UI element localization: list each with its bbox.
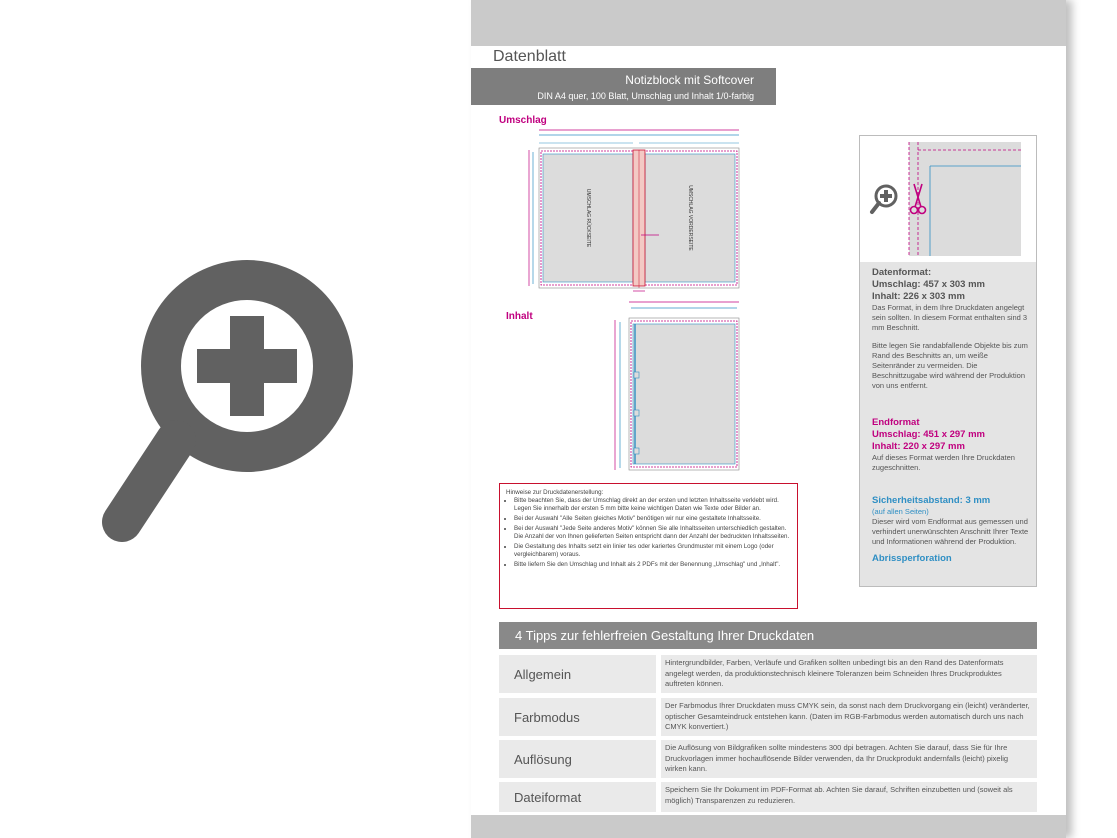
hints-box <box>499 483 798 609</box>
hint-item: • Bitte liefern Sie den Umschlag und Inhalt als 2 PDFs mit der Benennung „Umschlag" und „Inhalt". <box>514 561 791 569</box>
datenformat-text2: Bitte legen Sie randabfallende Objekte bis zum Rand des Beschnitts an, um weiße Seitenränder zu vermeiden. Die Beschnittzugabe wird während der Produktion von uns entfernt. <box>872 341 1028 390</box>
inner-page-diagram <box>605 298 745 476</box>
tip-label: Farbmodus <box>499 698 656 736</box>
tip-row-farbmodus <box>499 698 1037 736</box>
endformat-block <box>872 417 1032 473</box>
cover-front-text: UMSCHLAG VORDERSEITE <box>687 185 693 251</box>
hint-item: • Bei der Auswahl "Jede Seite anderes Motiv" können Sie alle Inhaltsseiten unterschiedlich gestalten. Die Anzahl der von Ihnen gelieferten Seiten entspricht dann der Anzahl der bedruckten Inhaltsseiten. <box>514 525 791 541</box>
tip-row-allgemein <box>499 655 1037 693</box>
tip-text: Die Auflösung von Bildgrafiken sollte mindestens 300 dpi betragen. Achten Sie darauf, dass Sie für Ihre Druckvorlagen immer hochauflösende Bilder verwenden, da Ihr Druckprodukt andernfalls (leicht) pixelig wirken kann. <box>661 740 1037 778</box>
product-name: Notizblock mit Softcover <box>625 73 754 87</box>
sheet-top-band <box>471 0 1066 46</box>
inhalt-label: Inhalt <box>506 311 533 322</box>
tips-heading: 4 Tipps zur fehlerfreien Gestaltung Ihrer Druckdaten <box>499 622 1037 649</box>
trim-detail-image <box>860 136 1036 262</box>
datenformat-text1: Das Format, in dem Ihre Druckdaten angelegt sein sollten. In diesem Format enthalten sind 3 mm Beschnitt. <box>872 303 1028 332</box>
tip-label: Dateiformat <box>499 782 656 812</box>
sicherheit-text: Dieser wird vom Endformat aus gemessen und verhindert unerwünschten Anschnitt Ihrer Texte und Informationen während der Produktion. <box>872 517 1029 546</box>
zoom-in-icon-small[interactable] <box>872 186 896 212</box>
umschlag-label: Umschlag <box>499 115 547 126</box>
hint-item: • Die Gestaltung des Inhalts setzt ein linier tes oder kariertes Grundmuster mit einem Logo (oder vergleichbarem) voraus. <box>514 543 791 559</box>
abriss-label: Abrissperforation <box>872 553 952 564</box>
cover-back-text: UMSCHLAG RÜCKSEITE <box>585 188 591 248</box>
tip-text: Hintergrundbilder, Farben, Verläufe und Grafiken sollten unbedingt bis an den Rand des Datenformats angelegt werden, da produktionstechnisch kleinere Toleranzen beim Schneiden Ihres Druckproduktes auftreten können. <box>661 655 1037 693</box>
cover-diagram <box>521 128 746 298</box>
sicherheit-title: Sicherheitsabstand: 3 mm <box>872 495 991 506</box>
datenformat-title: Datenformat: <box>872 267 932 278</box>
tip-row-aufloesung <box>499 740 1037 778</box>
tip-label: Auflösung <box>499 740 656 778</box>
hint-item: • Bitte beachten Sie, dass der Umschlag direkt an der ersten und letzten Inhaltsseite verklebt wird. Legen Sie innerhalb der ersten 5 mm bitte keine wichtigen Daten wie Texte oder Bilder an. <box>514 497 791 513</box>
hints-title: Hinweise zur Druckdatenerstellung: <box>506 489 604 496</box>
endformat-umschlag: Umschlag: 451 x 297 mm <box>872 429 986 440</box>
datenformat-block <box>872 267 1032 391</box>
sicherheit-block <box>872 495 1032 565</box>
datenformat-umschlag: Umschlag: 457 x 303 mm <box>872 279 986 290</box>
tip-text: Speichern Sie Ihr Dokument im PDF-Format ab. Achten Sie darauf, Schriften einzubetten und (soweit als möglich) Transparenzen zu reduzieren. <box>661 782 1037 812</box>
sicherheit-sub: (auf allen Seiten) <box>872 507 929 516</box>
datasheet-title: Datenblatt <box>471 46 591 68</box>
product-spec: DIN A4 quer, 100 Blatt, Umschlag und Inhalt 1/0-farbig <box>537 91 754 101</box>
tip-text: Der Farbmodus Ihrer Druckdaten muss CMYK sein, da sonst nach dem Druckvorgang ein (leicht) veränderter, optischer Gesamteindruck entstehen kann. (Daten im RGB-Farbmodus werden automatisch durch uns nach CMYK konvertiert.) <box>661 698 1037 736</box>
hints-list <box>506 497 791 569</box>
tip-label: Allgemein <box>499 655 656 693</box>
endformat-text: Auf dieses Format werden Ihre Druckdaten zugeschnitten. <box>872 453 1015 472</box>
tip-row-dateiformat <box>499 782 1037 812</box>
zoom-in-icon[interactable] <box>100 258 356 548</box>
endformat-title: Endformat <box>872 417 920 428</box>
hint-item: • Bei der Auswahl "Alle Seiten gleiches Motiv" benötigen wir nur eine gestaltete Inhaltsseite. <box>514 515 791 523</box>
info-panel <box>859 135 1037 587</box>
sheet-bottom-band <box>471 815 1066 838</box>
product-title-bar <box>471 68 776 105</box>
datasheet-page <box>471 0 1066 838</box>
endformat-inhalt: Inhalt: 220 x 297 mm <box>872 441 965 452</box>
datenformat-inhalt: Inhalt: 226 x 303 mm <box>872 291 965 302</box>
